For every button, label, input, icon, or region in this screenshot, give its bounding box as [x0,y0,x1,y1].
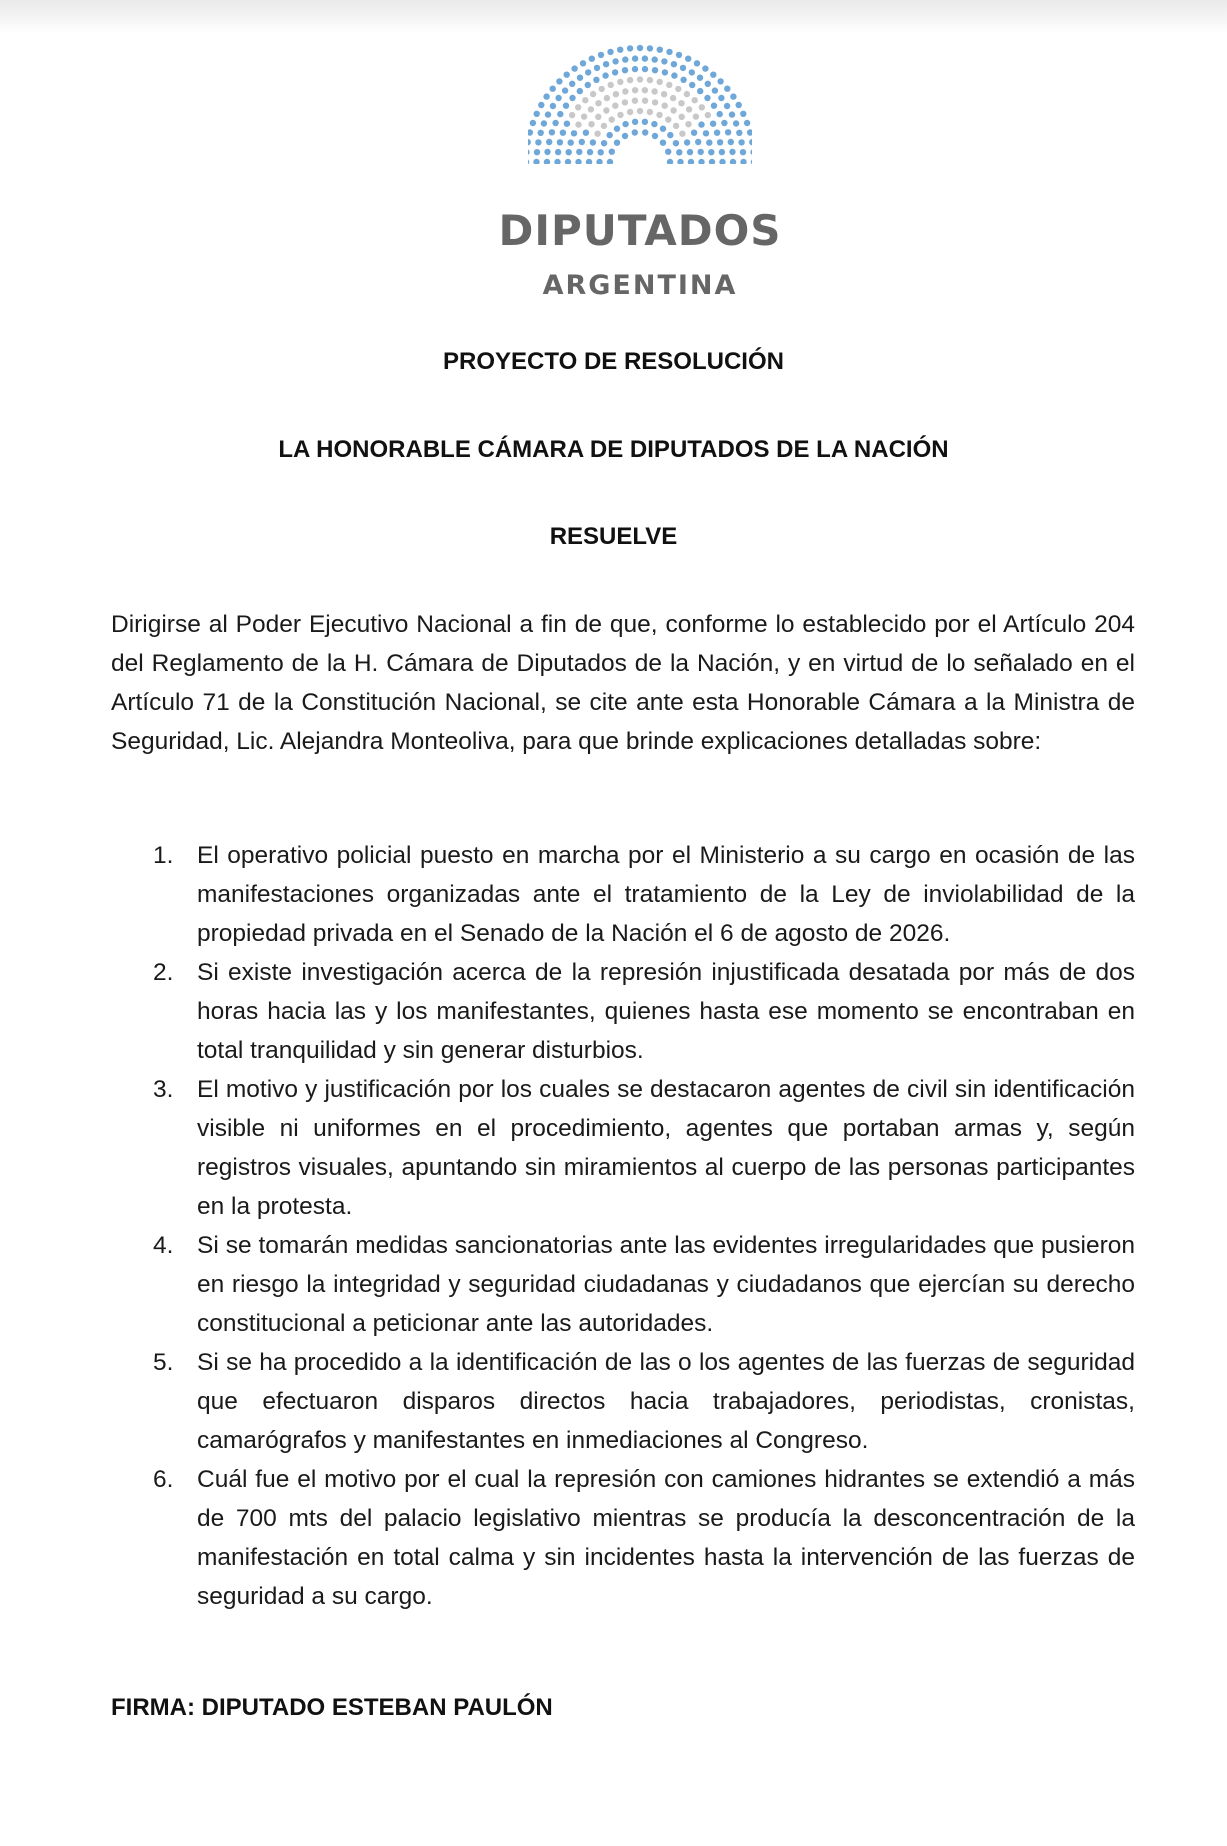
seat-dot [528,159,529,164]
page-top-shadow [0,0,1227,34]
seat-dot [555,95,561,101]
seat-dot [685,56,691,62]
seat-dot [661,91,667,97]
seat-dot [579,139,585,145]
seat-dot [698,159,704,164]
seat-dot [684,139,690,145]
seat-dot [692,97,698,103]
seat-dot [688,159,694,164]
seat-dot [637,76,643,82]
list-item-text: El motivo y justificación por los cuales se destacaron agentes de civil sin identificación visible ni uniformes en el procedimiento, agentes que portaban armas y, según registros visuales, apuntando sin miramientos al cuerpo de las personas participantes en la protesta. [197,1076,1135,1220]
seat-dot [555,149,561,155]
seat-dot [667,132,673,138]
list-item-6 [111,1460,1135,1616]
seat-dot [662,103,668,109]
seat-dot [652,99,658,105]
seat-dot [677,159,683,164]
seat-dot [576,149,582,155]
document-type-heading: PROYECTO DE RESOLUCIÓN [443,348,784,375]
seat-dot [541,120,547,126]
seat-dot [627,77,633,83]
seat-dot [577,88,583,94]
seat-dot [705,81,711,87]
seat-dot [617,79,623,85]
seat-dot [594,65,600,71]
seat-dot [642,129,648,135]
seat-dot [698,121,704,127]
seat-dot [708,149,714,155]
seat-dot [589,56,595,62]
seat-dot [557,111,563,117]
seat-dot [679,131,685,137]
seat-dot [685,121,691,127]
seat-dot [666,49,672,55]
seat-dot [575,121,581,127]
seat-dot [717,111,723,117]
list-item-number: 3. [153,1076,174,1103]
seat-dot [666,82,672,88]
seat-dot [671,72,677,78]
seat-dot [568,139,574,145]
seat-dot [651,88,657,94]
seat-dot [612,103,618,109]
seat-dot [528,139,531,145]
seat-dot [545,111,551,117]
seat-dot [595,100,601,106]
seat-dot [562,87,568,93]
seat-dot [622,133,628,139]
seat-dot [697,88,703,94]
seat-dot [751,159,752,164]
seat-dot [588,106,594,112]
seat-dot [711,103,717,109]
seat-dot [730,159,736,164]
seat-dot [724,103,730,109]
seat-dot [694,60,700,66]
seat-dot [528,129,533,135]
seat-dot [549,129,555,135]
seat-dot [740,111,746,117]
list-item-number: 1. [153,842,174,869]
seat-dot [594,131,600,137]
seat-dot [564,72,570,78]
seat-dot [588,121,594,127]
seat-dot [738,139,744,145]
seat-dot [736,102,742,108]
seat-dot [647,77,653,83]
seat-dot [538,102,544,108]
seat-dot [599,86,605,92]
seat-dot [566,149,572,155]
seat-dot [709,159,715,164]
seat-dot [580,60,586,66]
seat-dot [717,78,723,84]
seat-dot [538,130,544,136]
seat-dot [556,78,562,84]
seat-dot [637,108,643,114]
seat-dot [686,106,692,112]
seat-dot [575,159,581,164]
seat-dot [662,69,668,75]
diputados-logo [490,44,790,301]
seat-dot [617,112,623,118]
seat-dot [678,100,684,106]
seat-dot [647,109,653,115]
seat-dot [598,52,604,58]
seat-dot [689,69,695,75]
seat-dot [676,52,682,58]
seat-dot [598,149,604,155]
seat-dot [660,126,666,132]
seat-dot [577,75,583,81]
logo-title: DIPUTADOS [498,206,782,255]
seat-dot [587,149,593,155]
seat-dot [613,91,619,97]
seat-dot [651,121,657,127]
seat-dot [552,120,558,126]
seat-dot [740,159,746,164]
seat-dot [642,119,648,125]
list-item-text: Si se ha procedido a la identificación de las o los agentes de las fuerzas de seguridad que efectuaron disparos directos hacia trabajadores, periodistas, cronistas, camarógrafos y manifestantes en inmediaciones al Congreso. [197,1349,1135,1454]
seat-dot [581,113,587,119]
seat-dot [528,149,530,155]
seat-dot [535,139,541,145]
seat-dot [679,114,685,120]
seat-dot [642,66,648,72]
seat-dot [632,129,638,135]
seat-dot [609,149,615,155]
seat-dot [673,140,679,146]
seat-dot [550,86,556,92]
seat-dot [543,93,549,99]
seat-dot [614,140,620,146]
seat-dot [550,103,556,109]
seat-dot [718,95,724,101]
seat-dot [627,45,633,51]
seat-dot [661,58,667,64]
seat-dot [719,149,725,155]
seat-dot [712,87,718,93]
seat-dot [601,123,607,129]
seat-dot [710,72,716,78]
list-item-number: 2. [153,959,174,986]
seat-dot [601,140,607,146]
seat-dot [729,111,735,117]
seat-dot [627,109,633,115]
seat-dot [652,67,658,73]
list-item-5 [111,1343,1135,1460]
seat-dot [544,159,550,164]
seat-dot [604,95,610,101]
seat-dot [632,98,638,104]
seat-dot [730,93,736,99]
seat-dot [571,130,577,136]
seat-dot [590,91,596,97]
seat-dot [697,75,703,81]
seat-dot [675,86,681,92]
seat-dot [622,67,628,73]
seat-dot [673,123,679,129]
seat-dot [667,159,673,164]
seat-dot [596,159,602,164]
seat-dot [565,159,571,164]
list-item-number: 4. [153,1232,174,1259]
seat-dot [571,65,577,71]
seat-dot [530,120,536,126]
seat-dot [749,139,752,145]
seat-dot [695,139,701,145]
seat-dot [612,58,618,64]
seat-dot [676,149,682,155]
seat-dot [632,55,638,61]
seat-dot [680,65,686,71]
seat-dot [534,149,540,155]
seat-dot [583,130,589,136]
seat-dot [614,126,620,132]
seat-dot [593,77,599,83]
resolve-heading: RESUELVE [549,523,678,550]
seat-dot [602,72,608,78]
seat-dot [603,107,609,113]
seat-dot [569,112,575,118]
seat-dot [607,132,613,138]
list-item-text: El operativo policial puesto en marcha por el Ministerio a su cargo en ocasión de las manifestaciones organizadas ante el tratamiento de la Ley de inviolabilidad de la propiedad privada en el Senado de la Nación el 6 de agosto de 2026. [197,842,1135,947]
logo-subtitle: ARGENTINA [542,270,738,301]
seat-dot [546,139,552,145]
seat-dot [622,121,628,127]
list-item-4 [111,1226,1135,1343]
seat-dot [603,61,609,67]
seat-dot [670,95,676,101]
seat-dot [665,116,671,122]
seat-dot [607,159,613,164]
seat-dot [665,149,671,155]
seat-dot [582,97,588,103]
seat-dot [733,120,739,126]
seat-dot [617,47,623,53]
seat-dot [607,49,613,55]
seat-dot [569,81,575,87]
signature: FIRMA: DIPUTADO ESTEBAN PAULÓN [111,1694,553,1721]
seat-dot [717,139,723,145]
seat-dot [740,149,746,155]
seat-dot [719,159,725,164]
seat-dot [698,149,704,155]
seat-dot [744,120,750,126]
seat-dot [622,88,628,94]
intro-paragraph: Dirigirse al Poder Ejecutivo Nacional a fin de que, conforme lo establecido por el Artículo 204 del Reglamento de la H. Cámara de Diputados de la Nación, y en virtud de lo señalado en el Artículo 71 de la Constitución Nacional, se cite ante esta Honorable Cámara a la Ministra de Seguridad, Lic. Alejandra Monteoliva, para que brinde explicaciones detalladas sobre: [111,611,1135,755]
chamber-heading: LA HONORABLE CÁMARA DE DIPUTADOS DE LA NACIÓN [278,436,949,463]
seat-dot [632,66,638,72]
seat-dot [652,56,658,62]
seat-dot [612,69,618,75]
list-item-1 [111,836,1135,953]
seat-dot [705,112,711,118]
seat-dot [689,82,695,88]
seat-dot [637,45,643,51]
seat-dot [671,61,677,67]
seat-dot [706,139,712,145]
list-item-2 [111,953,1135,1070]
seat-dot [642,98,648,104]
seat-dot [680,77,686,83]
list-item-3 [111,1070,1135,1226]
seat-dot [702,65,708,71]
seat-dot [632,119,638,125]
seat-dot [714,130,720,136]
seat-dot [660,140,666,146]
list-item-number: 6. [153,1466,174,1493]
seat-dot [721,120,727,126]
seat-dot [563,103,569,109]
seat-dot [724,86,730,92]
seat-dot [564,121,570,127]
seat-dot [657,79,663,85]
seat-dot [609,116,615,122]
seat-dot [575,104,581,110]
seat-dot [622,56,628,62]
seat-dot [534,111,540,117]
seat-dot [642,87,648,93]
seat-dot [736,130,742,136]
list-item-text: Si se tomarán medidas sancionatorias ante las evidentes irregularidades que pusieron en riesgo la integridad y seguridad ciudadanas y ciudadanos que ejercían su derecho constitucional a peticionar ante las autoridades. [197,1232,1135,1337]
seat-dot [729,149,735,155]
request-list [111,836,1135,1616]
seat-dot [747,129,752,135]
seat-dot [585,69,591,75]
seat-dot [699,104,705,110]
seat-dot [642,55,648,61]
seat-dot [586,159,592,164]
seat-dot [632,87,638,93]
seat-dot [652,133,658,139]
seat-dot [590,139,596,145]
list-item-text: Si existe investigación acerca de la represión injustificada desatada por más de dos horas hacia las y los manifestantes, quienes hasta ese momento se encontraban en total tranquilidad y sin generar disturbios. [197,959,1135,1064]
seat-dot [622,99,628,105]
seat-dot [728,139,734,145]
seat-dot [684,91,690,97]
list-item-number: 5. [153,1349,174,1376]
seat-dot [750,149,752,155]
seat-dot [533,159,539,164]
seat-dot [691,130,697,136]
seat-dot [703,130,709,136]
seat-dot [560,130,566,136]
seat-dot [670,107,676,113]
seat-dot [710,121,716,127]
seat-dot [569,95,575,101]
seat-dot [585,82,591,88]
seat-dot [557,139,563,145]
seat-dot [656,112,662,118]
seat-dot [693,113,699,119]
seat-dot [595,114,601,120]
seat-dot [657,47,663,53]
hemicycle-seats-icon [528,44,752,164]
seat-dot [544,149,550,155]
seat-dot [647,45,653,51]
list-item-text: Cuál fue el motivo por el cual la represión con camiones hidrantes se extendió a más de 700 mts del palacio legislativo mientras se producía la desconcentración de la manifestación en total calma y sin incidentes hasta la intervención de las fuerzas de seguridad a su cargo. [197,1466,1135,1610]
seat-dot [687,149,693,155]
seat-dot [704,95,710,101]
seat-dot [554,159,560,164]
seat-dot [608,82,614,88]
seat-dot [725,129,731,135]
